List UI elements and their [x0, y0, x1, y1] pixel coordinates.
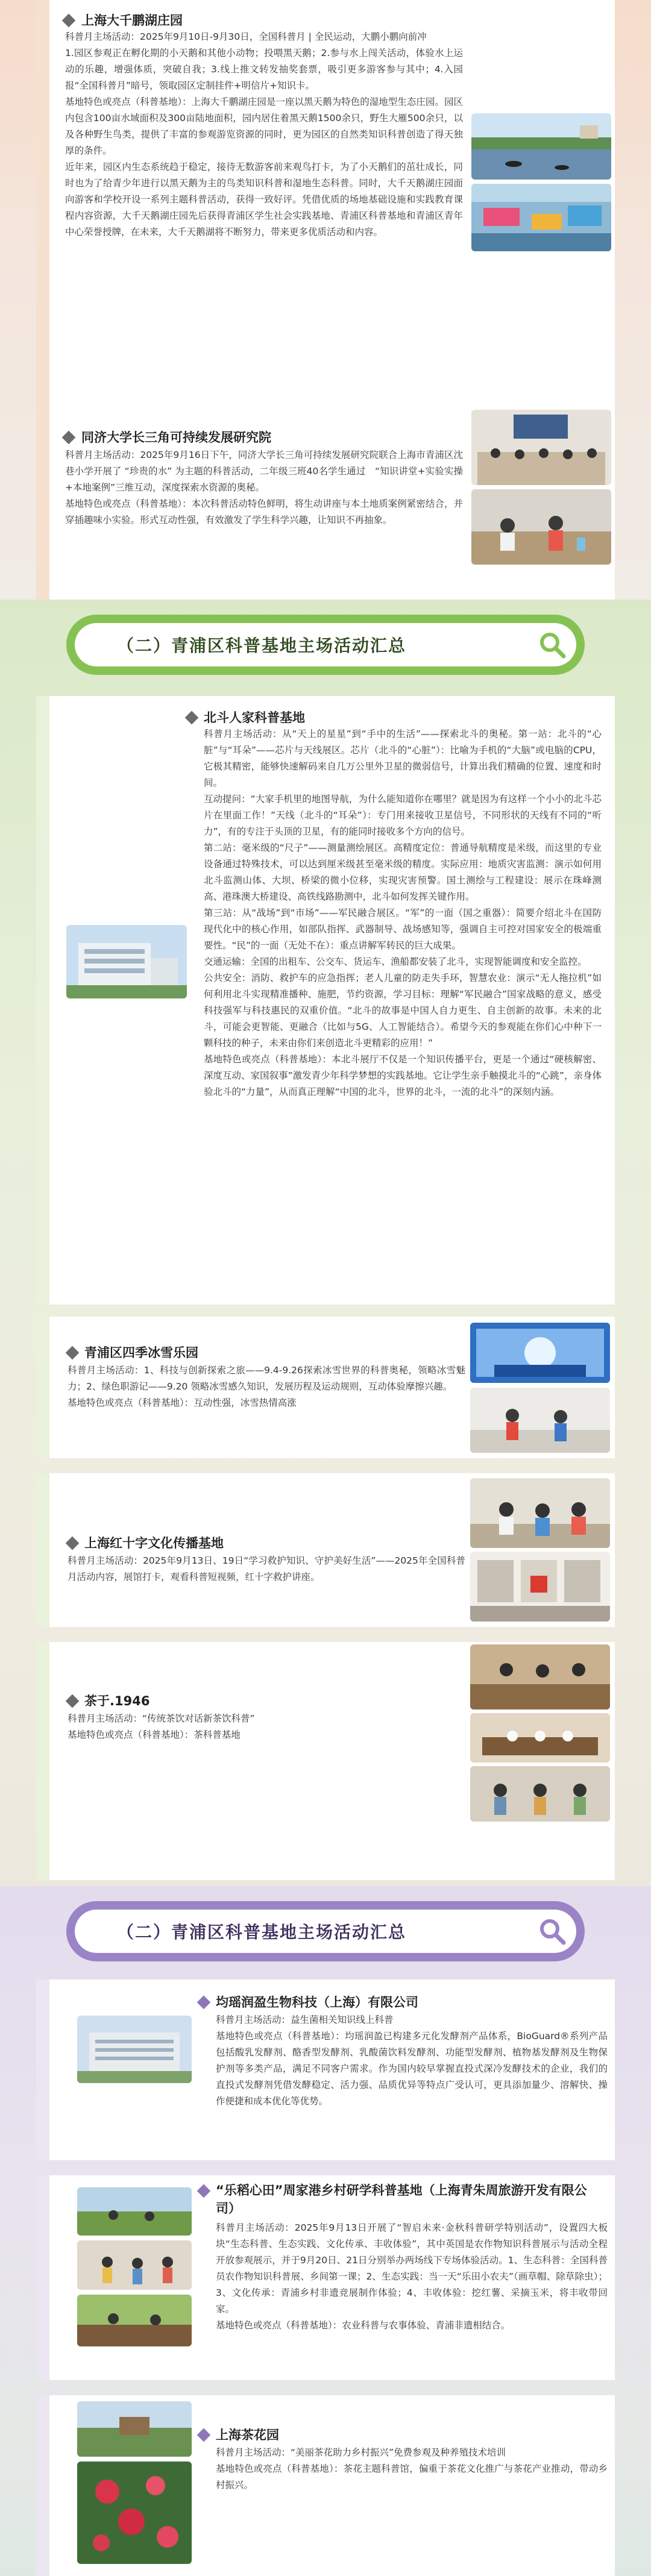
activity-text: 科普月主场活动：2025年9月13日、19日“学习救护知识、守护美好生活”——2025年全国科普月活动内容，展馆打卡，观看科普短视频，红十字救护讲座。: [68, 1555, 465, 1582]
feature-text: 基地特色或亮点（科普基地）：农业科普与农事体验、青浦非遗相结合。: [216, 2320, 511, 2331]
activity-text: 科普月主场活动：2025年9月10日-9月30日，全国科普月 | 全民运动，大鹏小鹏向前冲: [65, 31, 427, 42]
photo-lake-swans: [471, 113, 611, 180]
diamond-bullet-icon: [66, 1537, 80, 1550]
venue-description: [216, 2220, 608, 2334]
feature-text: 基地特色或亮点（科普基地）：茶花主题科普馆，偏重于茶花文化推广与茶花产业推动，带动乡村振兴。: [216, 2463, 608, 2490]
activity-text: 科普月主场活动：益生菌相关知识线上科普: [216, 2014, 394, 2025]
venue-card-zhoujiagang: [36, 2175, 615, 2380]
venue-title: 同济大学长三角可持续发展研究院: [81, 430, 271, 445]
venue-title: 上海红十字文化传播基地: [84, 1536, 224, 1550]
venue-title: 上海茶花园: [216, 2428, 279, 2442]
transport-text: 交通运输：全国的出租车、公交车、货运车、渔船都安装了北斗，实现智能调度和安全监控。: [204, 956, 587, 967]
feature-text: 基地特色或亮点（科普基地）：本北斗展厅不仅是一个知识传播平台，更是一个通过“硬核解密、深度互动、家国叙事”激发青少年科学梦想的实践基地。它让学生亲手触摸北斗的“心跳”，亲身体验北斗的“力量”，从而真正理解“中国的北斗，世界的北斗，一流的北斗”的深刻内涵。: [204, 1054, 602, 1097]
diamond-bullet-icon: [62, 431, 76, 445]
station-three-text: 第三站：从“战场”到“市场”——军民融合展区。“军”的一面（国之重器）：简要介绍北斗在国防现代化中的核心作用，如部队指挥、武器制导、战场感知等，强调自主可控对国家安全的极端重要性。“民”的一面（无处不在）：重点讲解军转民的巨大成果。: [204, 907, 602, 951]
photo-camellia-flowers: [77, 2462, 192, 2564]
venue-card-camellia: [36, 2395, 615, 2576]
activity-text: 科普月主场活动：1、科技与创新探索之旅——9.4-9.26探索冰雪世界的科普奥秘，领略冰雪魅力；2、绿色职游记——9.20 领略冰雪感久知识，发展历程及运动规则，互动体验摩擦兴趣。: [68, 1365, 465, 1392]
venue-description: [68, 1362, 465, 1411]
venue-title: 均瑶润盈生物科技（上海）有限公司: [216, 1995, 418, 2010]
diamond-bullet-icon: [185, 711, 199, 725]
venue-description: [216, 2012, 608, 2110]
photo-children-activity: [77, 2240, 192, 2290]
photo-tea-participants: [470, 1766, 610, 1822]
venue-description: [65, 29, 463, 240]
section-banner: [66, 1901, 585, 1961]
venue-title: “乐稻心田”周家港乡村研学科普基地（上海青朱周旅游开发有限公司）: [216, 2183, 587, 2216]
photo-beidou-building: [66, 925, 187, 998]
activity-text: 科普月主场活动：2025年9月13日开展了“智启未来·金秋科普研学特别活动”，设置四大板块“生态科普、生态实践、文化传承、丰收体验”，其中英国是农作物知识科普展示与活动全程开放参观展示，并于9月20日、21日分别举办两场线下专场体验活动。1、生态科普：全国科普员农作物知识科普展、乡间第一课；2、生态实践：当一天“乐田小农夫”（画草帽、除草除虫）；3、文化传承：青浦乡村非遗竞展制作体验；4、丰收体验：挖红薯、采摘玉米，将丰收带回家。: [216, 2222, 608, 2314]
venue-card-beidou: [36, 696, 615, 1305]
interaction-text: 互动提问：“大家手机里的地图导航，为什么能知道你在哪里？就是因为有这样一个小小的北斗芯片在里面工作！”天线（北斗的“耳朵”）：专门用来接收卫星信号，不同形状的天线有不同的“听力”，有的专注于头顶的卫星，有的能同时接收多个方向的信号。: [204, 794, 602, 837]
photo-exhibition-hall: [470, 1552, 610, 1622]
photo-experiment: [471, 489, 611, 565]
feature-text: 基地特色或亮点（科普基地）：均瑶润盈已构建多元化发酵剂产品体系，BioGuard®系列产品包括酸乳发酵剂、酪香型发酵剂、乳酸菌饮料发酵剂、功能型发酵剂、植物基发酵剂及生物保护剂等多类产品，满足不同客户需求。作为国内较早掌握直投式深冷发酵技术的企业，我们的直投式发酵剂凭借发酵稳定、活力强、品质优异等特点广受认可，更具添加量少、溶解快、操作便捷和成本优化等优势。: [216, 2031, 608, 2107]
photo-tea-table: [470, 1713, 610, 1763]
photo-classroom-lecture: [471, 410, 611, 485]
venue-description: [65, 447, 463, 528]
venue-card-tongji: [36, 392, 615, 600]
activity-text: 科普月主场活动：从“天上的星星”到“手中的生活”——探索北斗的奥秘。第一站：北斗的“心脏”与“耳朵”——芯片与天线展区。芯片（北斗的“心脏”）：比喻为手机的“大脑”或电脑的CPU，它极其精密，能够快速解码来自几万公里外卫星的微弱信号，计算出我们精确的位置、速度和时间。: [204, 729, 602, 788]
feature-text: 基地特色或亮点（科普基地）：茶科普基地: [68, 1729, 241, 1740]
photo-tea-class: [470, 1644, 610, 1709]
venue-title: 青浦区四季冰雪乐园: [84, 1346, 198, 1360]
diamond-bullet-icon: [66, 1694, 80, 1708]
activity-text: 科普月主场活动：“美丽茶花助力乡村振兴”免费参观及种养殖技术培训: [216, 2447, 506, 2458]
feature-text: 基地特色或亮点（科普基地）：上海大千鹏湖庄园是一座以黑天鹅为特色的湿地型生态庄园。园区内包含100亩水域面积及300亩陆地面积，园内居住着黑天鹅1500余只，野生大雁500余只，以及各种野生鸟类，提供了丰富的参观游览资源的同时，更为园区的自然类知识科普创造了得天独厚的条件。: [65, 96, 463, 156]
photo-harvest: [77, 2295, 192, 2346]
diamond-bullet-icon: [197, 2428, 211, 2442]
diamond-bullet-icon: [62, 14, 76, 28]
activity-text: 科普月主场活动：2025年9月16日下午，同济大学长三角可持续发展研究院联合上海市青浦区沈巷小学开展了 “珍贵的水” 为主题的科普活动，二年级三班40名学生通过 “知识讲堂+实验实操+本地案例”三维互动，深度探索水资源的奥秘。: [65, 450, 463, 493]
diamond-bullet-icon: [197, 2184, 211, 2198]
activity-text: 科普月主场活动：“传统茶饮对话新茶饮科普”: [68, 1713, 255, 1724]
venue-description: [68, 1711, 465, 1743]
history-text: 近年来，园区内生态系统趋于稳定，接待无数游客前来观鸟打卡，为了小天鹅们的茁壮成长，同时也为了给青少年进行以黑天鹅为主的鸟类知识科普和湿地生态科普。同时，大千天鹅湖庄园面向游客和学校开设一系列主题科普活动，获得一致好评。凭借优质的场地基础设施和实践教育课程内容资源，大千天鹅湖庄园先后获得青浦区学生社会实践基地、青浦区科普基地和青浦区青年中心荣誉授牌，在未来，大千天鹅湖将不断努力，带来更多优质活动和内容。: [65, 161, 463, 237]
photo-ice-exhibit: [470, 1323, 610, 1383]
diamond-bullet-icon: [197, 1996, 211, 2010]
photo-farm-field: [77, 2187, 192, 2236]
photo-first-aid-training: [470, 1478, 610, 1548]
public-safety-text: 公共安全：消防、救护车的应急指挥；老人儿童的防走失手环，智慧农业：演示“无人拖拉机”如何利用北斗实现精准播种、施肥，节约资源，学习目标：理解“军民融合”国家战略的意义，感受科技强军与科技惠民的双重价值。“北斗的故事是中国人自力更生、自主创新的故事。未来的北斗，可能会更智能、更融合（比如与5G、人工智能结合）。希望今天的参观能在你们心中种下一颗科技的种子，未来由你们来创造北斗更精彩的应用！”: [204, 973, 602, 1048]
search-icon[interactable]: [536, 1916, 568, 1947]
photo-garden-entrance: [77, 2401, 192, 2457]
venue-title: 上海大千鹏湖庄园: [81, 13, 183, 28]
search-icon[interactable]: [536, 629, 568, 660]
photo-company-building: [77, 2016, 192, 2083]
feature-text: 基地特色或亮点（科普基地）：本次科普活动特色鲜明，将生动讲座与本土地质案例紧密结合，并穿插趣味小实验。形式互动性强，有效激发了学生科学兴趣，让知识不再抽象。: [65, 498, 463, 525]
section-banner: [66, 615, 585, 675]
venue-card-red-cross: [36, 1473, 615, 1627]
station-two-text: 第二站：毫米级的“尺子”——测量测绘展区。高精度定位：普通导航精度是米级，而这里的专业设备通过特殊技术，可以达到厘米级甚至毫米级的精度。实际应用：地质灾害监测：演示如何用北斗监测山体、大坝、桥梁的微小位移，实现灾害预警。国土测绘与工程建设：展示在珠峰测高、港珠澳大桥建设、高铁线路勘测中，北斗如何发挥关键作用。: [204, 842, 602, 902]
section-title: （二）青浦区科普基地主场活动汇总: [117, 636, 407, 656]
venue-title: 茶于.1946: [84, 1694, 150, 1708]
venue-title: 北斗人家科普基地: [204, 710, 305, 725]
venue-card-tea: [36, 1642, 615, 1880]
venue-card-junyao: [36, 1979, 615, 2160]
feature-text: 基地特色或亮点（科普基地）：互动性强，冰雪热情高涨: [68, 1397, 297, 1408]
activity-list-text: 1.园区参观正在孵化期的小天鹅和其他小动物；投喂黑天鹅；2.参与水上闯关活动，体验水上运动的乐趣，增强体质，突破自我；3.线上推文转发抽奖套票，吸引更多游客参与其中；4.入园报“全国科普月”暗号，领取园区定制挂件+明信片+知识卡。: [65, 48, 463, 91]
photo-ice-visitors: [470, 1388, 610, 1453]
venue-description: [204, 726, 602, 1100]
venue-card-ice-park: [36, 1317, 615, 1458]
photo-water-activity: [471, 184, 611, 251]
venue-description: [216, 2445, 608, 2493]
diamond-bullet-icon: [66, 1346, 80, 1360]
venue-description: [68, 1553, 465, 1585]
section-title: （二）青浦区科普基地主场活动汇总: [117, 1922, 407, 1942]
